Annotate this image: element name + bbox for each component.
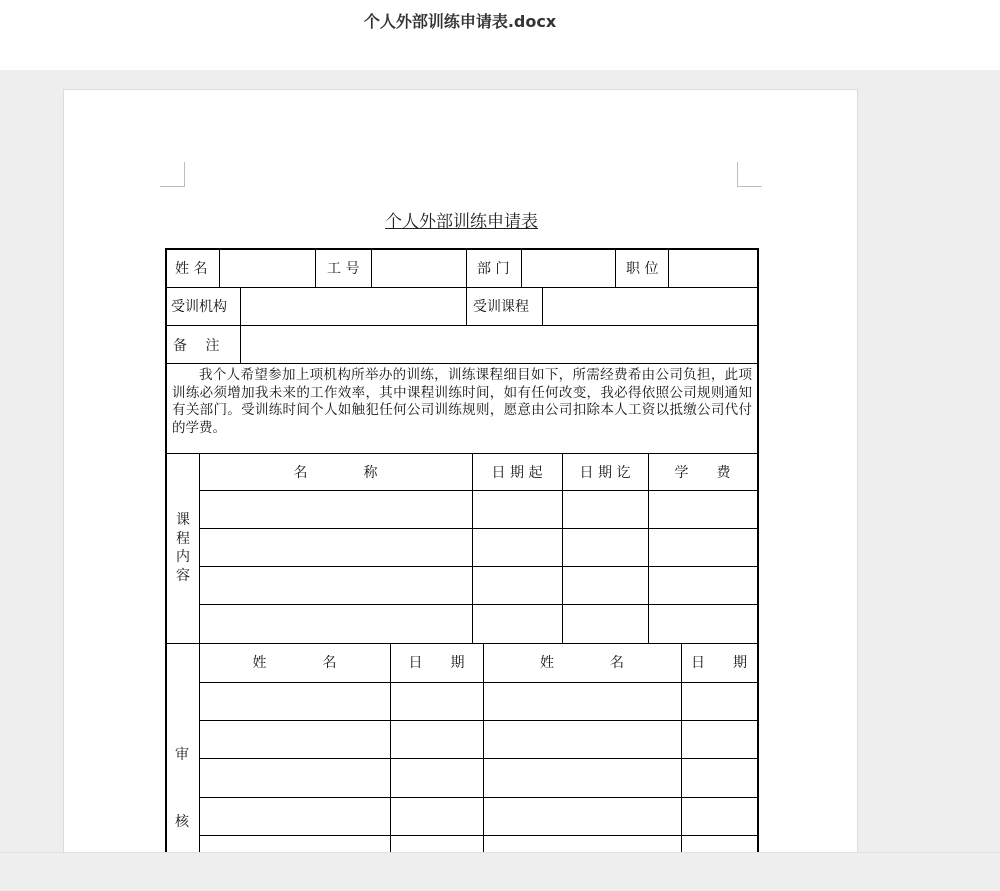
bottom-bar [0,852,1000,891]
course-row-divider [199,528,757,529]
col-divider [472,453,473,643]
review-row-divider [199,682,757,683]
review-row-divider [199,797,757,798]
col-divider [199,643,200,852]
review-header-name-2: 姓 名 [540,655,624,671]
course-header-end-date: 日 期 讫 [579,465,631,481]
department-label: 部 门 [477,261,510,277]
review-header-date-1: 日 期 [408,655,465,671]
col-divider [240,325,241,363]
col-divider [483,643,484,852]
course-content-label: 课程内容 [176,512,190,584]
row-divider [167,643,757,644]
application-form-table [165,248,759,852]
row-divider [167,325,757,326]
review-row-divider [199,720,757,721]
course-row-divider [199,566,757,567]
course-header-start-date: 日 期 起 [491,465,543,481]
col-divider [371,250,372,287]
institution-label: 受训机构 [171,299,227,315]
crop-mark-top-left [160,162,185,187]
row-divider [167,363,757,364]
course-row-divider [199,604,757,605]
col-divider [315,250,316,287]
col-divider [466,250,467,287]
review-label-1: 审 [175,747,189,763]
course-label: 受训课程 [473,299,529,315]
form-title: 个人外部训练申请表 [385,212,538,232]
course-header-fee: 学 费 [674,465,731,481]
document-viewer[interactable] [0,70,1000,852]
col-divider [466,287,467,325]
row-divider [167,287,757,288]
col-divider [199,453,200,643]
review-row-divider [199,835,757,836]
col-divider [521,250,522,287]
col-divider [390,643,391,852]
course-header-name: 名 称 [293,465,378,481]
col-divider [219,250,220,287]
document-file-name: 个人外部训练申请表.docx [363,12,557,31]
name-label: 姓 名 [175,261,208,277]
document-page [63,89,858,852]
col-divider [240,287,241,325]
statement-paragraph: 我个人希望参加上项机构所举办的训练，训练课程细目如下，所需经费希由公司负担，此项训练必须增加我未来的工作效率，其中课程训练时间，如有任何改变，我必得依照公司规则通知有关部门。受训练时间个人如触犯任何公司训练规则，愿意由公司扣除本人工资以抵缴公司代付的学费。 [172,367,752,436]
col-divider [562,453,563,643]
col-divider [542,287,543,325]
col-divider [615,250,616,287]
crop-mark-top-right [737,162,762,187]
review-label-2: 核 [175,814,189,830]
col-divider [681,643,682,852]
title-bar [0,0,1000,70]
position-label: 职 位 [626,261,659,277]
col-divider [648,453,649,643]
review-header-name-1: 姓 名 [252,655,337,671]
col-divider [668,250,669,287]
review-row-divider [199,758,757,759]
review-header-date-2: 日 期 [691,655,747,671]
remark-label: 备 注 [173,338,220,354]
employee-id-label: 工 号 [327,261,360,277]
course-row-divider [199,490,757,491]
row-divider [167,453,757,454]
